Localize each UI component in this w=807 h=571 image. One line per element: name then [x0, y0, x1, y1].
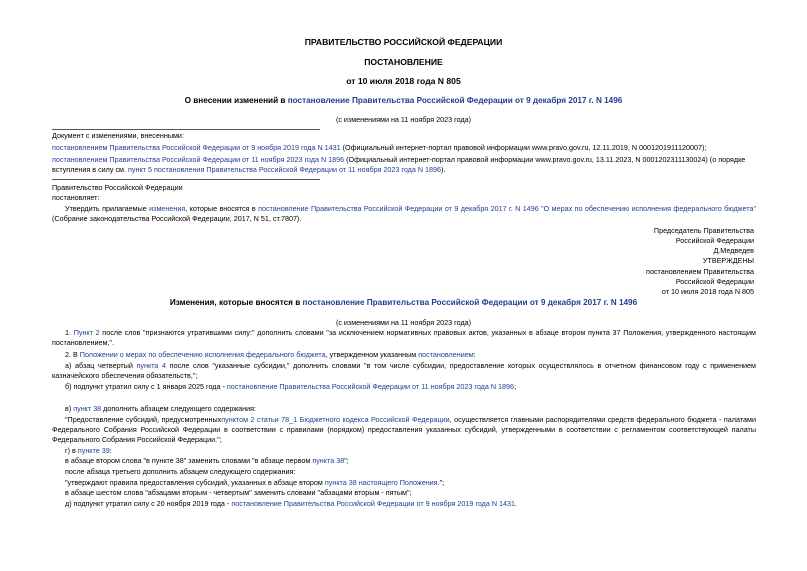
title-link[interactable]: постановление Правительства Российской Федерации от 9 декабря 2017 г. N 1496	[287, 96, 623, 105]
approval-a: Утвердить прилагаемые	[65, 204, 150, 213]
item-2-c: :	[473, 350, 476, 359]
approval-paragraph	[52, 204, 756, 224]
preamble-line-2: постановляет:	[52, 193, 100, 202]
item-v-b: дополнить абзацем следующего содержания:	[101, 404, 257, 413]
item-b-b: ;	[514, 382, 517, 391]
item-a-link[interactable]: пункта 4	[136, 361, 167, 370]
change-2-cont-link[interactable]: пункт 5 постановления Правительства Российской Федерации от 11 ноября 2023 года N 1896	[128, 165, 442, 174]
item-1-a: 1.	[65, 328, 74, 337]
government-heading: ПРАВИТЕЛЬСТВО РОССИЙСКОЙ ФЕДЕРАЦИИ	[304, 37, 503, 47]
annex-title-link[interactable]: постановление Правительства Российской Федерации от 9 декабря 2017 г. N 1496	[302, 298, 638, 307]
item-g-3-link[interactable]: пункта 38 настоящего Положения	[324, 478, 438, 487]
item-g-b: :	[109, 446, 112, 455]
change-2-link[interactable]: постановлением Правительства Российской Федерации от 11 ноября 2023 года N 1896	[52, 155, 345, 164]
item-2-link-regulation[interactable]: Положении о мерах по обеспечению исполнения федерального бюджета	[79, 350, 326, 359]
item-b-a: б) подпункт утратил силу с 1 января 2025 года -	[65, 382, 227, 391]
divider-bottom	[52, 179, 320, 180]
item-g-2: после абзаца третьего дополнить абзацем следующего содержания:	[65, 467, 296, 476]
item-a-a: а) абзац четвертый	[65, 361, 137, 370]
item-g-1	[65, 456, 349, 466]
signature-line-2: Российской Федерации	[675, 236, 754, 245]
signature-line-6: Российской Федерации	[675, 277, 754, 286]
item-d-b: .	[515, 499, 518, 508]
signature-line-5: постановлением Правительства	[646, 267, 754, 276]
divider-top	[52, 129, 320, 130]
item-g-1-b: ";	[344, 456, 349, 465]
item-d-a: д) подпункт утратил силу с 20 ноября 2019 года -	[65, 499, 232, 508]
change-2-cont-b: ).	[441, 165, 446, 174]
item-g-link[interactable]: пункте 39	[77, 446, 110, 455]
item-1-b: после слов "признаются утратившими силу:" дополнить словами "за исключением нормативных правовых актов, указанных в абзаце втором пункта 37 Положения, утвержденного настоящим постановлением,".	[52, 328, 756, 347]
item-d	[65, 499, 517, 509]
item-2-a: 2. В	[65, 350, 80, 359]
annex-title	[0, 298, 807, 308]
item-v-a: в)	[65, 404, 74, 413]
item-v	[65, 404, 256, 414]
preamble-line-1: Правительство Российской Федерации	[52, 183, 183, 192]
item-g-1-a: в абзаце втором слова "в пункте 38" заменить словами "в абзаце первом	[65, 456, 313, 465]
item-g	[65, 446, 112, 456]
item-g-3-b: .";	[437, 478, 445, 487]
change-2-text: (Официальный интернет-портал правовой информации www.pravo.gov.ru, 13.11.2023, N 0001202311130024) (о порядке	[344, 155, 746, 164]
approval-b: , которые вносятся в	[185, 204, 259, 213]
signature-line-7: от 10 июля 2018 года N 805	[661, 287, 754, 296]
item-b-link[interactable]: постановление Правительства Российской Федерации от 11 ноября 2023 года N 1896	[226, 382, 515, 391]
annex-revision-note: (с изменениями на 11 ноября 2023 года)	[335, 318, 472, 327]
quote-link[interactable]: пунктом 2 статьи 78_1 Бюджетного кодекса Российской Федерации	[221, 415, 450, 424]
approval-c: (Собрание законодательства Российской Федерации, 2017, N 51, ст.7807).	[52, 214, 302, 223]
item-2-b: , утвержденном указанным	[325, 350, 419, 359]
annex-title-prefix: Изменения, которые вносятся в	[169, 298, 303, 307]
item-v-quote	[52, 415, 756, 445]
change-1-text: (Официальный интернет-портал правовой информации www.pravo.gov.ru, 12.11.2019, N 0001201911120007);	[340, 143, 707, 152]
item-2-link-decree[interactable]: постановлением	[418, 350, 474, 359]
change-2-cont-a: вступления в силу см.	[52, 165, 128, 174]
change-line-1	[52, 143, 706, 153]
change-line-2-cont	[52, 165, 445, 175]
changes-intro: Документ с изменениями, внесенными:	[52, 131, 184, 140]
quote-a: "Предоставление субсидий, предусмотренных	[65, 415, 222, 424]
item-g-3	[65, 478, 444, 488]
item-v-link[interactable]: пункт 38	[73, 404, 102, 413]
item-a-b: после слов "указанные субсидии," дополнить словами "в том числе субсидии, предоставление которых осуществлялось в отчетном финансовом году с применением казначейского обеспечения обязательств,";	[52, 361, 756, 380]
item-1-link[interactable]: Пункт 2	[73, 328, 100, 337]
document-title	[0, 96, 807, 106]
item-g-a: г) в	[65, 446, 78, 455]
item-2	[65, 350, 476, 360]
change-line-2	[52, 155, 745, 165]
item-g-1-link[interactable]: пункта 38	[312, 456, 345, 465]
approval-link-changes[interactable]: изменения	[149, 204, 186, 213]
document-date: от 10 июля 2018 года N 805	[346, 76, 461, 86]
item-a	[52, 361, 756, 381]
item-b	[65, 382, 516, 392]
item-g-4: в абзаце шестом слова "абзацами вторым - четвертым" заменить словами "абзацами вторым - пятым";	[65, 488, 412, 497]
item-g-3-a: "утверждают правила предоставления субсидий, указанных в абзаце втором	[65, 478, 325, 487]
signature-line-1: Председатель Правительства	[653, 226, 754, 235]
approval-link-decree[interactable]: постановление Правительства Российской Федерации от 9 декабря 2017 г. N 1496 "О мерах по обеспечению исполнения федерального бюджета"	[258, 204, 756, 213]
title-prefix: О внесении изменений в	[184, 96, 288, 105]
signature-line-3: Д.Медведев	[713, 246, 754, 255]
item-d-link[interactable]: постановление Правительства Российской Федерации от 9 ноября 2019 года N 1431	[231, 499, 516, 508]
document-type: ПОСТАНОВЛЕНИЕ	[364, 57, 443, 67]
change-1-link[interactable]: постановлением Правительства Российской Федерации от 9 ноября 2019 года N 1431	[52, 143, 341, 152]
signature-line-4: УТВЕРЖДЕНЫ	[702, 256, 754, 265]
revision-note: (с изменениями на 11 ноября 2023 года)	[335, 115, 472, 124]
item-1	[52, 328, 756, 348]
quote-b: , осуществляется главными распорядителями средств федерального бюджета - палатами Федерального Собрания Российской Федерации в соответствии с правилами (порядком) предоставления указанных субсидий, утвержденными в соответствии с регламентом соответствующей палаты Федерального Собрания Российской Федерации.";	[52, 415, 756, 444]
